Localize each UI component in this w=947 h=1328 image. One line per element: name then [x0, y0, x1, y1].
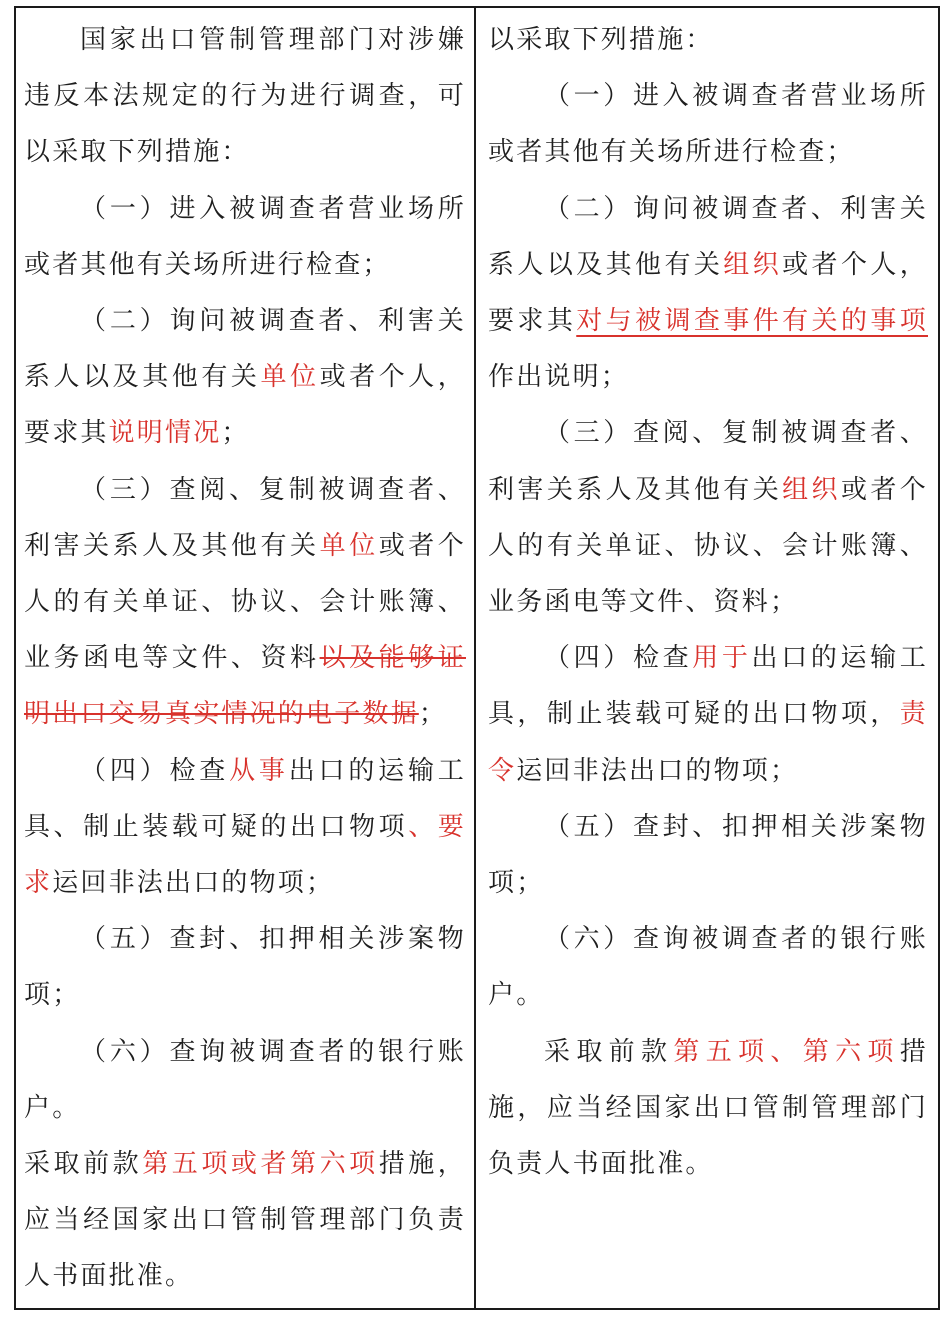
column-divider [474, 6, 476, 1310]
right-paragraph-intro-tail: 以采取下列措施： [488, 25, 714, 55]
right-revised-term: 第五项、第六项 [673, 1036, 900, 1067]
right-paragraph-item-5: （五）查封、扣押相关涉案物项； [488, 811, 928, 899]
left-column-old-text [24, 12, 466, 1305]
right-paragraph-approval: 采取前款第五项、第六项措施，应当经国家出口管制管理部门负责人书面批准。 [488, 1036, 928, 1180]
right-revised-term: 责令 [488, 699, 928, 786]
left-paragraph-item-6: （六）查询被调查者的银行账户。 [24, 1036, 466, 1123]
left-paragraph-item-4: （四）检查从事出口的运输工具、制止装载可疑的出口物项、要求运回非法出口的物项； [24, 755, 466, 899]
left-paragraph-item-2: （二）询问被调查者、利害关系人以及其他有关单位或者个人，要求其说明情况； [24, 306, 466, 449]
left-paragraph-item-3: （三）查阅、复制被调查者、利害关系人及其他有关单位或者个人的有关单证、协议、会计账簿、业务函电等文件、资料以及能够证明出口交易真实情况的电子数据； [24, 474, 466, 730]
right-inserted-text: 对与被调查事件有关的事项 [576, 306, 928, 337]
left-revised-term: 从事 [229, 755, 289, 786]
right-paragraph-item-4: （四）检查用于出口的运输工具，制止装载可疑的出口物项，责令运回非法出口的物项； [488, 643, 928, 786]
left-paragraph-item-5: （五）查封、扣押相关涉案物项； [24, 924, 466, 1011]
right-paragraph-item-1: （一）进入被调查者营业场所或者其他有关场所进行检查； [488, 81, 928, 168]
right-revised-term: 用于 [692, 643, 752, 674]
right-paragraph-item-2: （二）询问被调查者、利害关系人以及其他有关组织或者个人，要求其对与被调查事件有关的事项作出说明； [488, 193, 928, 393]
left-paragraph-item-1: （一）进入被调查者营业场所或者其他有关场所进行检查； [24, 193, 466, 280]
left-paragraph-intro: 国家出口管制管理部门对涉嫌违反本法规定的行为进行调查，可以采取下列措施： [24, 25, 466, 168]
right-revised-term: 组织 [782, 474, 841, 505]
left-revised-term: 、要求 [24, 811, 466, 899]
left-revised-term: 单位 [319, 530, 379, 561]
right-paragraph-item-3: （三）查阅、复制被调查者、利害关系人及其他有关组织或者个人的有关单证、协议、会计账簿、业务函电等文件、资料； [488, 418, 928, 618]
right-column-new-text [488, 12, 928, 1192]
right-paragraph-item-6: （六）查询被调查者的银行账户。 [488, 924, 928, 1011]
left-paragraph-approval: 采取前款第五项或者第六项措施，应当经国家出口管制管理部门负责人书面批准。 [24, 1149, 466, 1292]
right-revised-term: 组织 [723, 249, 783, 280]
left-deleted-text: 以及能够证明出口交易真实情况的电子数据 [24, 643, 466, 730]
left-revised-term: 说明情况 [108, 418, 222, 449]
left-revised-term: 第五项或者第六项 [142, 1149, 379, 1180]
left-revised-term: 单位 [260, 362, 320, 393]
